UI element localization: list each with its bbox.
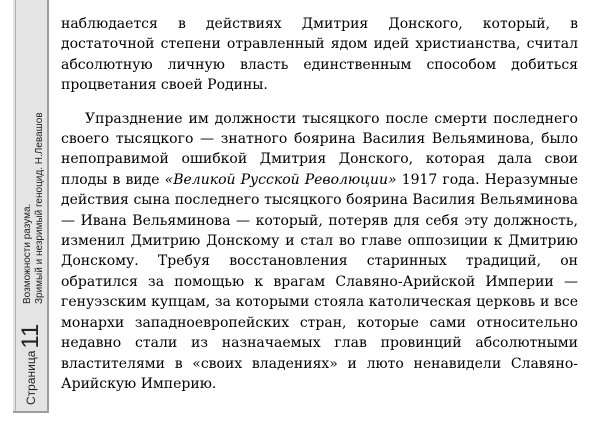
page-label <box>17 324 45 405</box>
paragraph-2 <box>61 109 578 395</box>
paragraph-1: наблюдается в действиях Дмитрия Донского, который, в достаточной степени отравленный ядом идей христианства, считал абсолютную личную власть единственным способом добиться процветания своей Родины. <box>61 16 578 94</box>
page-number: 11 <box>17 323 44 349</box>
book-title-line-1: Возможности разума. <box>22 203 33 304</box>
paragraph-2-italic-phrase: «Великой Русской Революции» <box>164 171 397 188</box>
paragraph-2-text-end: 1917 года. Неразумные действия сына последнего тысяцкого боярина Василия Вельяминова — Ивана Вельяминова — который, потеряв для себя эту должность, изменил Дмитрию Донскому и стал во главе оппозиции к Дмитрию Донскому. Требуя восстановления старинных традиций, он обратился за помощью к врагам Славяно-Арийской Империи — генуэзским купцам, за которыми стояла католическая церковь и все монархи западноевропейских стран, которые сами относительно недавно стали из назначаемых глав провинций абсолютными властителями в «своих владениях» и люто ненавидели Славяно-Арийскую Империю. <box>61 171 578 392</box>
sidebar-bottom-rule <box>13 411 49 413</box>
page-body <box>61 14 578 394</box>
sidebar-divider-line <box>15 0 16 412</box>
paragraph-2-text-start: Упразднение им должности тысяцкого после смерти последнего своего тысяцкого — знатного боярина Василия Вельяминова, было непоправимой ошибкой Дмитрия Донского, которая дала свои плоды в виде <box>61 110 578 188</box>
book-title-line-2: Зримый и незримый геноцид. Н.Левашов <box>34 112 45 304</box>
page-label-text: Страница <box>24 350 38 405</box>
